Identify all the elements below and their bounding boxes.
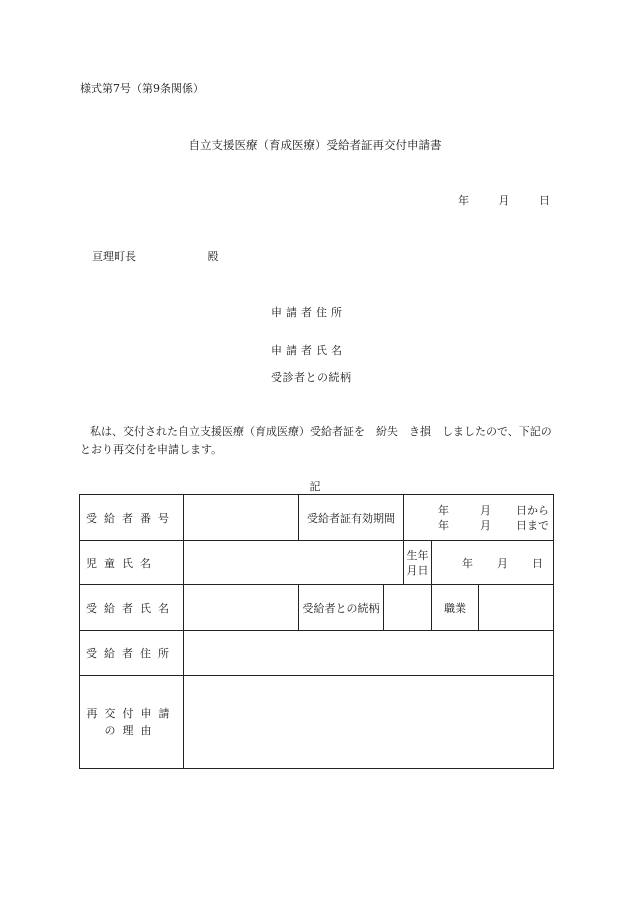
recipient-name-label: 受給者氏名 — [80, 585, 184, 631]
birth-month: 月 — [497, 556, 508, 570]
validity-period-label: 受給者証有効期間 — [299, 495, 404, 541]
body-paragraph: 私は、交付された自立支援医療（育成医療）受給者証を 紛失 き損 しましたので、下記のとおり再交付を申請します。 — [80, 425, 552, 456]
table-row — [80, 541, 554, 585]
validity-period-input[interactable] — [404, 495, 554, 541]
reason-input[interactable] — [184, 676, 554, 769]
application-table — [79, 494, 554, 769]
validity-to: 年 月 日まで — [438, 518, 549, 532]
addressee-honorific: 殿 — [207, 250, 219, 263]
applicant-name-label: 申請者氏名 — [271, 344, 346, 357]
recipient-address-input[interactable] — [184, 631, 554, 676]
reason-label: 再交付申請 の理由 — [80, 676, 184, 769]
table-row — [80, 495, 554, 541]
page-title: 自立支援医療（育成医療）受給者証再交付申請書 — [188, 138, 442, 152]
birth-date-input[interactable] — [432, 541, 554, 585]
date-line — [458, 192, 550, 208]
table-row — [80, 631, 554, 676]
recipient-number-label: 受給者番号 — [80, 495, 184, 541]
applicant-relation-label: 受診者との続柄 — [271, 371, 352, 384]
applicant-address-label: 申請者住所 — [271, 306, 346, 319]
addressee — [92, 248, 219, 264]
form-number: 様式第7号（第9条関係） — [80, 82, 204, 95]
birth-date-label: 生年 月日 — [404, 541, 432, 585]
validity-from: 年 月 日から — [438, 503, 549, 517]
addressee-name: 亘理町長 — [92, 250, 136, 263]
table-row — [80, 585, 554, 631]
recipient-number-input[interactable] — [184, 495, 299, 541]
ki-heading: 記 — [309, 480, 321, 493]
date-month: 月 — [498, 194, 510, 207]
table-row — [80, 676, 554, 769]
child-name-input[interactable] — [184, 541, 404, 585]
occupation-label: 職業 — [432, 585, 479, 631]
occupation-input[interactable] — [479, 585, 554, 631]
birth-year: 年 — [462, 556, 473, 570]
recipient-name-input[interactable] — [184, 585, 299, 631]
birth-day: 日 — [532, 556, 543, 570]
relation-input[interactable] — [384, 585, 432, 631]
relation-label: 受給者との続柄 — [299, 585, 384, 631]
recipient-address-label: 受給者住所 — [80, 631, 184, 676]
date-day: 日 — [539, 194, 550, 207]
child-name-label: 児童氏名 — [80, 541, 184, 585]
date-year: 年 — [458, 194, 469, 207]
